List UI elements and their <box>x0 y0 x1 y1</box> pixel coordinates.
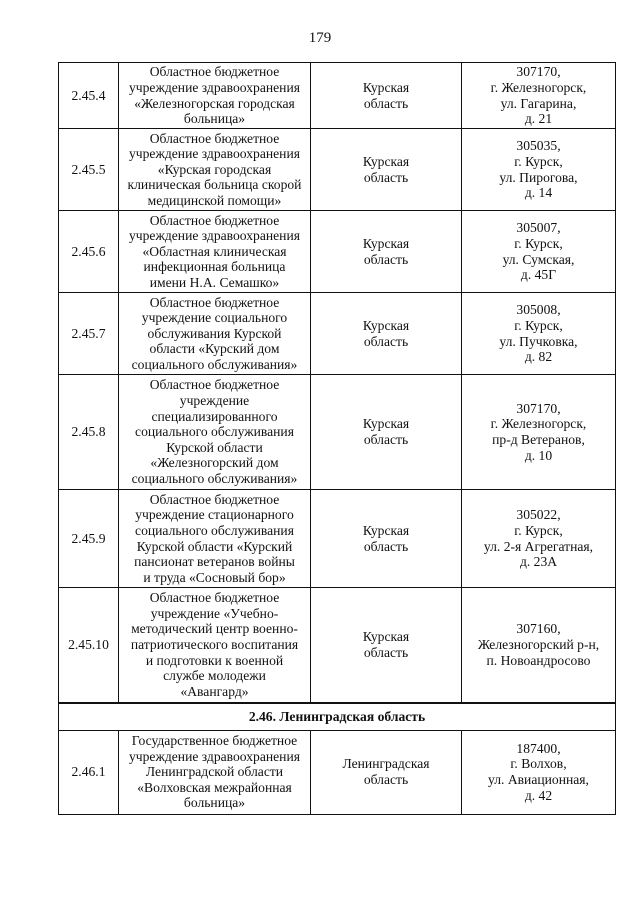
cell-line: г. Волхов, <box>510 756 567 772</box>
row-number: 2.45.9 <box>59 490 119 588</box>
cell-line: г. Курск, <box>514 153 563 169</box>
cell-line: область <box>363 95 409 111</box>
cell-line: Областное бюджетное <box>149 491 280 507</box>
cell-line: 305022, <box>516 507 561 523</box>
region <box>311 293 462 375</box>
cell-line: область <box>363 432 409 447</box>
institution-name <box>119 129 311 211</box>
address <box>462 375 616 490</box>
cell-line: социального обслуживания <box>135 424 294 440</box>
cell-line: д. 82 <box>524 349 553 365</box>
cell-line: учреждение <box>179 393 250 409</box>
cell-line: Областное бюджетное <box>149 377 280 393</box>
institution-name <box>119 375 311 490</box>
cell-line: ул. Авиационная, <box>488 772 589 787</box>
cell-line: области «Курский дом <box>149 341 280 357</box>
cell-line: д. 42 <box>524 787 553 803</box>
institutions-table <box>58 62 616 815</box>
cell-line: Курская <box>362 416 410 432</box>
table-body <box>59 63 616 815</box>
cell-line: г. Железногорск, <box>490 416 587 432</box>
cell-line: п. Новоандросово <box>486 652 591 668</box>
cell-line: учреждение здравоохранения <box>129 146 300 162</box>
cell-line: д. 10 <box>524 447 553 463</box>
cell-line: учреждение здравоохранения <box>129 79 300 95</box>
cell-line: Ленинградская <box>342 756 430 772</box>
cell-line: «Железногорская городская <box>134 95 295 111</box>
cell-line: 305035, <box>516 138 561 154</box>
cell-line: область <box>363 169 409 185</box>
cell-line: область <box>363 772 409 787</box>
cell-line: 307170, <box>516 400 561 416</box>
cell-line: социального обслуживания» <box>131 470 298 486</box>
cell-line: 187400, <box>516 740 561 756</box>
cell-line: Курская <box>362 235 410 251</box>
cell-line: пансионат ветеранов войны <box>134 554 295 570</box>
cell-line: Областное бюджетное <box>149 212 280 228</box>
cell-line: методический центр военно- <box>131 621 298 637</box>
cell-line: Курской области <box>166 439 263 455</box>
cell-line: 305008, <box>516 302 561 318</box>
cell-line: область <box>363 333 409 349</box>
table-row <box>59 63 616 129</box>
cell-line: и труда «Сосновый бор» <box>143 569 286 585</box>
cell-line: область <box>363 251 409 267</box>
cell-line: Курской области «Курский <box>136 538 293 554</box>
cell-line: социального обслуживания <box>135 522 294 538</box>
cell-line: 307170, <box>516 64 561 80</box>
cell-line: учреждение здравоохранения <box>129 228 300 244</box>
address <box>462 129 616 211</box>
cell-line: больница» <box>183 795 246 811</box>
cell-line: «Авангард» <box>180 683 249 699</box>
cell-line: специализированного <box>151 408 278 424</box>
cell-line: г. Курск, <box>514 317 563 333</box>
cell-line: г. Железногорск, <box>490 79 587 95</box>
address <box>462 293 616 375</box>
cell-line: Областное бюджетное <box>149 294 280 310</box>
cell-line: 305007, <box>516 220 561 236</box>
cell-line: больница» <box>183 111 246 127</box>
cell-line: д. 45Г <box>520 267 557 283</box>
row-number: 2.45.7 <box>59 293 119 375</box>
institution-name <box>119 293 311 375</box>
cell-line: д. 21 <box>524 111 553 127</box>
region <box>311 588 462 703</box>
institution-name <box>119 490 311 588</box>
cell-line: 307160, <box>516 621 561 637</box>
region <box>311 211 462 293</box>
cell-line: инфекционная больница <box>143 259 286 275</box>
cell-line: Областное бюджетное <box>149 64 280 80</box>
region <box>311 129 462 211</box>
page-number: 179 <box>308 30 332 46</box>
row-number: 2.46.1 <box>59 730 119 814</box>
cell-line: Курская <box>362 522 410 538</box>
table-row <box>59 730 616 814</box>
cell-line: Областное бюджетное <box>149 590 280 606</box>
institution-name <box>119 588 311 703</box>
row-number: 2.45.8 <box>59 375 119 490</box>
cell-line: учреждение «Учебно- <box>150 605 279 621</box>
cell-line: Железногорский р-н, <box>477 636 600 652</box>
cell-line: ул. Гагарина, <box>500 95 577 111</box>
cell-line: учреждение социального <box>141 310 288 326</box>
cell-line: службе молодежи <box>163 668 266 684</box>
cell-line: Курская <box>362 153 410 169</box>
address <box>462 588 616 703</box>
table-row <box>59 588 616 703</box>
row-number: 2.45.10 <box>59 588 119 703</box>
cell-line: область <box>363 538 409 554</box>
cell-line: ул. Пучковка, <box>499 333 578 349</box>
institution-name <box>119 730 311 814</box>
institution-name <box>119 211 311 293</box>
cell-line: Курская <box>362 317 410 333</box>
cell-line: социального обслуживания» <box>131 356 298 372</box>
region <box>311 63 462 129</box>
cell-line: Курская <box>362 79 410 95</box>
section-title: 2.46. Ленинградская область <box>59 703 616 731</box>
cell-line: «Железногорский дом <box>150 455 279 471</box>
cell-line: ул. Сумская, <box>502 251 575 267</box>
address <box>462 211 616 293</box>
address <box>462 730 616 814</box>
address <box>462 490 616 588</box>
cell-line: область <box>363 644 409 660</box>
cell-line: Государственное бюджетное <box>131 733 298 749</box>
table-row <box>59 211 616 293</box>
cell-line: д. 23А <box>519 554 558 570</box>
region <box>311 375 462 490</box>
cell-line: «Областная клиническая <box>142 243 287 259</box>
region <box>311 730 462 814</box>
cell-line: учреждение здравоохранения <box>129 748 300 764</box>
row-number: 2.45.6 <box>59 211 119 293</box>
table-row <box>59 490 616 588</box>
row-number: 2.45.5 <box>59 129 119 211</box>
cell-line: клиническая больница скорой <box>127 177 302 193</box>
address <box>462 63 616 129</box>
institution-name <box>119 63 311 129</box>
region <box>311 490 462 588</box>
cell-line: и подготовки к военной <box>145 652 284 668</box>
cell-line: медицинской помощи» <box>147 192 282 208</box>
cell-line: Курская <box>362 629 410 645</box>
cell-line: Областное бюджетное <box>149 130 280 146</box>
cell-line: г. Курск, <box>514 522 563 538</box>
table-row <box>59 129 616 211</box>
cell-line: патриотического воспитания <box>130 636 299 652</box>
cell-line: учреждение стационарного <box>135 507 294 523</box>
cell-line: пр-д Ветеранов, <box>492 432 585 447</box>
cell-line: Ленинградской области <box>145 764 284 780</box>
cell-line: ул. 2-я Агрегатная, <box>483 538 594 554</box>
cell-line: «Курская городская <box>157 161 272 177</box>
table-row <box>59 375 616 490</box>
cell-line: имени Н.А. Семашко» <box>149 274 280 290</box>
cell-line: обслуживания Курской <box>147 325 282 341</box>
cell-line: г. Курск, <box>514 235 563 251</box>
section-heading-row <box>59 703 616 731</box>
cell-line: ул. Пирогова, <box>499 169 578 185</box>
table-row <box>59 293 616 375</box>
cell-line: д. 14 <box>524 185 553 201</box>
cell-line: «Волховская межрайонная <box>137 779 292 795</box>
row-number: 2.45.4 <box>59 63 119 129</box>
